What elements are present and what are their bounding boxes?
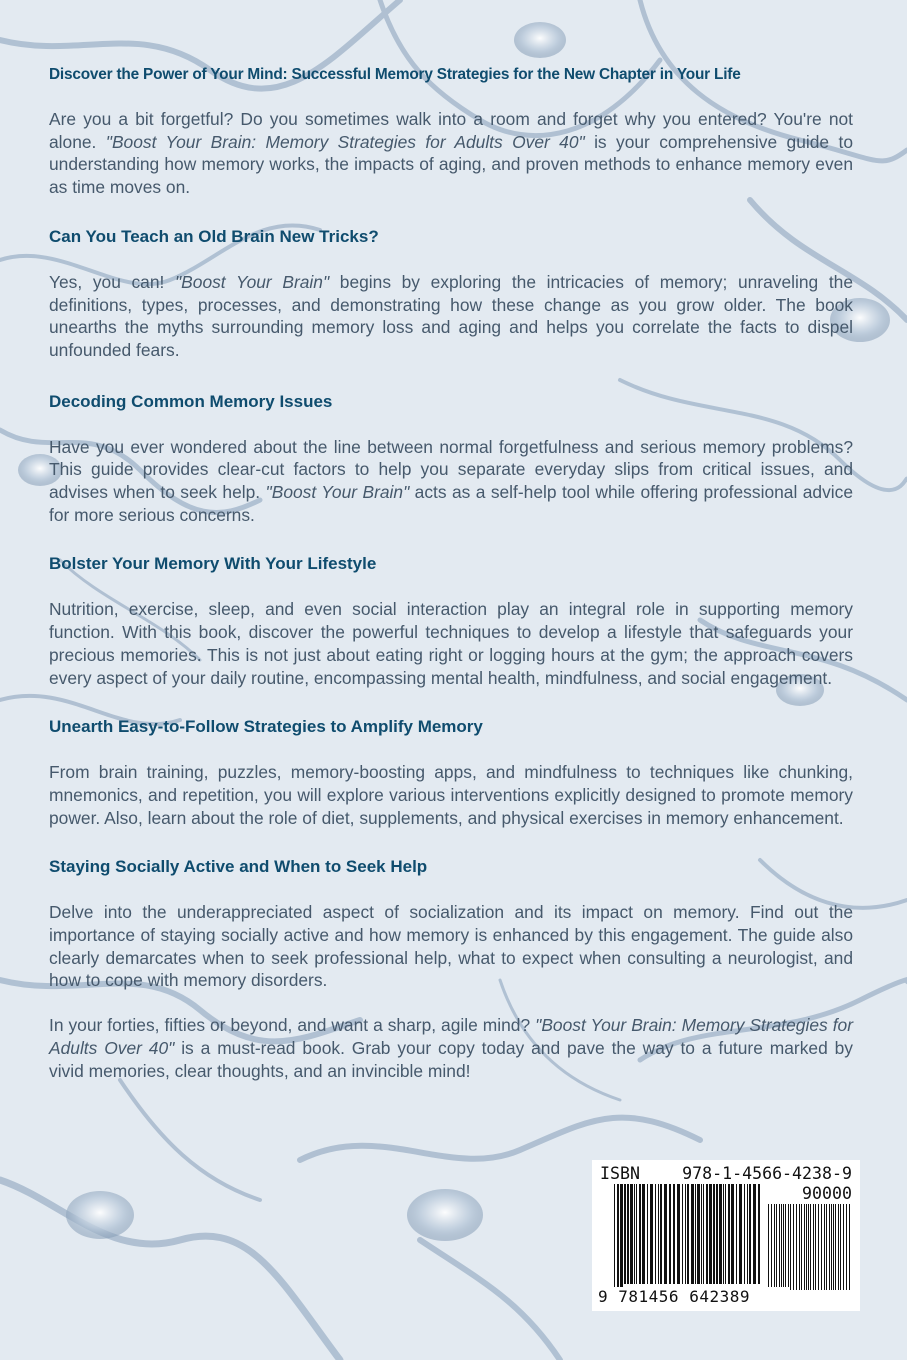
barcode-bar bbox=[723, 1184, 724, 1284]
barcode-bar bbox=[716, 1184, 718, 1284]
isbn-barcode bbox=[592, 1160, 860, 1311]
barcode-bar bbox=[658, 1184, 659, 1284]
barcode-bar bbox=[617, 1184, 619, 1292]
barcode-bar bbox=[818, 1204, 819, 1290]
barcode-bar bbox=[815, 1204, 816, 1290]
barcode-bar bbox=[774, 1204, 775, 1290]
barcode-bar bbox=[758, 1184, 760, 1284]
section-book-title: "Boost Your Brain" bbox=[265, 482, 410, 503]
barcode-bar bbox=[821, 1204, 822, 1290]
barcode-bar bbox=[753, 1184, 756, 1284]
barcode-bar bbox=[806, 1204, 807, 1290]
intro-book-title: "Boost Your Brain: Memory Strategies for Adults Over 40" bbox=[105, 131, 585, 152]
closing-paragraph bbox=[49, 1014, 853, 1082]
barcode-bar bbox=[826, 1204, 827, 1290]
section-heading-old-brain: Can You Teach an Old Brain New Tricks? bbox=[49, 226, 379, 246]
barcode-bar bbox=[685, 1184, 686, 1284]
barcode-bar bbox=[835, 1204, 836, 1290]
barcode-bar bbox=[843, 1204, 844, 1290]
barcode-bar bbox=[790, 1204, 791, 1290]
section-text-end: acts as a self-help tool while offering professional advice for more serious concerns. bbox=[49, 482, 853, 525]
barcode-bar bbox=[697, 1184, 700, 1284]
barcode-bar bbox=[624, 1184, 626, 1284]
barcode-bar bbox=[804, 1204, 805, 1290]
addon-barcode-bars bbox=[768, 1204, 852, 1290]
barcode-bar bbox=[838, 1204, 839, 1290]
barcode-bar bbox=[779, 1204, 780, 1290]
barcode-bar bbox=[829, 1204, 830, 1290]
barcode-bar bbox=[796, 1204, 797, 1290]
barcode-bar bbox=[824, 1204, 825, 1290]
barcode-bar bbox=[808, 1204, 809, 1290]
barcode-bar bbox=[736, 1184, 737, 1284]
barcode-bar bbox=[630, 1184, 633, 1284]
barcode-bar bbox=[647, 1184, 648, 1284]
section-paragraph-old-brain bbox=[49, 271, 853, 362]
barcode-bar bbox=[713, 1184, 715, 1284]
barcode-bar bbox=[642, 1184, 645, 1284]
section-heading-social: Staying Socially Active and When to Seek Help bbox=[49, 857, 428, 877]
barcode-bar bbox=[799, 1204, 800, 1290]
barcode-bar bbox=[719, 1184, 722, 1284]
intro-text-start: Are you a bit forgetful? Do you sometimes walk into a room and forget why you entered? You're not alone. bbox=[49, 109, 853, 152]
back-cover-copy bbox=[49, 66, 853, 1082]
barcode-bar bbox=[744, 1184, 745, 1284]
barcode-bar bbox=[739, 1184, 742, 1284]
section-paragraph-social: Delve into the underappreciated aspect of socialization and its impact on memory. Find out the importance of staying socially active and how memory is enhanced by this engagement. The guide also clearly demarcates when to seek professional help, what to expect when consulting a neurologist, and how to cope with memory disorders. bbox=[49, 902, 853, 991]
section-heading-strategies: Unearth Easy-to-Follow Strategies to Amplify Memory bbox=[49, 717, 483, 737]
barcode-bar bbox=[664, 1184, 667, 1284]
barcode-bar bbox=[813, 1204, 814, 1290]
barcode-bar bbox=[706, 1184, 708, 1284]
closing-text-start: In your forties, fifties or beyond, and want a sharp, agile mind? bbox=[49, 1015, 536, 1036]
barcode-bar bbox=[776, 1204, 777, 1290]
barcode-bar bbox=[781, 1204, 782, 1290]
barcode-bar bbox=[793, 1204, 794, 1290]
barcode-bar bbox=[703, 1184, 704, 1284]
barcode-bar bbox=[788, 1204, 789, 1290]
section-paragraph-lifestyle: Nutrition, exercise, sleep, and even social interaction play an integral role in supporting memory function. With this book, discover the powerful techniques to develop a lifestyle that safeguards your precious memories. This is not just about eating right or logging hours at the gym; the approach covers every aspect of your daily routine, encompassing mental health, mindfulness, and social engagement. bbox=[49, 599, 853, 688]
barcode-bar bbox=[627, 1184, 629, 1284]
barcode-bar bbox=[701, 1184, 702, 1284]
barcode-bar bbox=[771, 1204, 772, 1290]
barcode-bar bbox=[673, 1184, 675, 1284]
barcode-bar bbox=[655, 1184, 656, 1284]
barcode-bar bbox=[725, 1184, 726, 1284]
intro-text-end: is your comprehensive guide to understanding how memory works, the impacts of aging, and proven methods to enhance memory even as time moves on. bbox=[49, 131, 853, 198]
price-addon-code: 90000 bbox=[802, 1184, 852, 1203]
isbn-number: ISBN 978-1-4566-4238-9 bbox=[600, 1164, 852, 1183]
tagline: Discover the Power of Your Mind: Successful Memory Strategies for the New Chapter in Your Life bbox=[49, 66, 741, 83]
barcode-bar bbox=[840, 1204, 841, 1290]
barcode-bar bbox=[728, 1184, 730, 1284]
section-paragraph-memory-issues bbox=[49, 436, 853, 527]
barcode-bar bbox=[639, 1184, 641, 1284]
barcode-bar bbox=[695, 1184, 696, 1284]
barcode-bar bbox=[731, 1184, 734, 1284]
barcode-bar bbox=[810, 1204, 811, 1290]
barcode-bar bbox=[709, 1184, 712, 1284]
section-book-title: "Boost Your Brain" bbox=[175, 271, 330, 292]
barcode-bar bbox=[620, 1184, 623, 1292]
section-text-start: Have you ever wondered about the line between normal forgetfulness and serious memory problems? This guide provides clear-cut factors to help you separate everyday slips from critical issues, and advises when to seek help. bbox=[49, 436, 853, 503]
barcode-bar bbox=[768, 1204, 769, 1290]
section-text-end: begins by exploring the intricacies of memory; unraveling the definitions, types, processes, and demonstrating how these change as you grow older. The book unearths the myths surrounding memory loss and aging and helps you correlate the facts to dispel unfounded fears. bbox=[49, 271, 854, 360]
ean-digits: 9 781456 642389 bbox=[598, 1287, 790, 1306]
barcode-bar bbox=[634, 1184, 635, 1284]
section-heading-memory-issues: Decoding Common Memory Issues bbox=[49, 391, 333, 411]
barcode-bar bbox=[677, 1184, 680, 1284]
section-text-start: Yes, you can! bbox=[49, 271, 175, 292]
barcode-bar bbox=[783, 1204, 784, 1290]
barcode-bar bbox=[785, 1204, 786, 1290]
barcode-bar bbox=[846, 1204, 847, 1290]
barcode-bar bbox=[691, 1184, 694, 1284]
barcode-bar bbox=[682, 1184, 683, 1284]
barcode-bar bbox=[833, 1204, 834, 1290]
barcode-bar bbox=[650, 1184, 653, 1284]
intro-paragraph bbox=[49, 108, 853, 199]
barcode-bar bbox=[636, 1184, 637, 1284]
barcode-bar bbox=[614, 1184, 615, 1292]
barcode-bar bbox=[831, 1204, 832, 1290]
barcode-bar bbox=[801, 1204, 802, 1290]
barcode-bar bbox=[747, 1184, 748, 1284]
closing-book-title: "Boost Your Brain: Memory Strategies for Adults Over 40" bbox=[49, 1015, 853, 1058]
barcode-bar bbox=[660, 1184, 662, 1284]
ean-barcode-bars bbox=[614, 1184, 764, 1292]
barcode-bar bbox=[687, 1184, 689, 1284]
section-heading-lifestyle: Bolster Your Memory With Your Lifestyle bbox=[49, 554, 377, 574]
closing-text-end: is a must-read book. Grab your copy today and pave the way to a future marked by vivid memories, clear thoughts, and an invincible mind! bbox=[49, 1037, 854, 1081]
section-paragraph-strategies: From brain training, puzzles, memory-boosting apps, and mindfulness to techniques like chunking, mnemonics, and repetition, you will explore various interventions explicitly designed to promote memory power. Also, learn about the role of diet, supplements, and physical exercises in memory enhancement. bbox=[49, 762, 853, 828]
barcode-bar bbox=[849, 1204, 850, 1290]
barcode-bar bbox=[669, 1184, 671, 1284]
barcode-bar bbox=[749, 1184, 751, 1284]
